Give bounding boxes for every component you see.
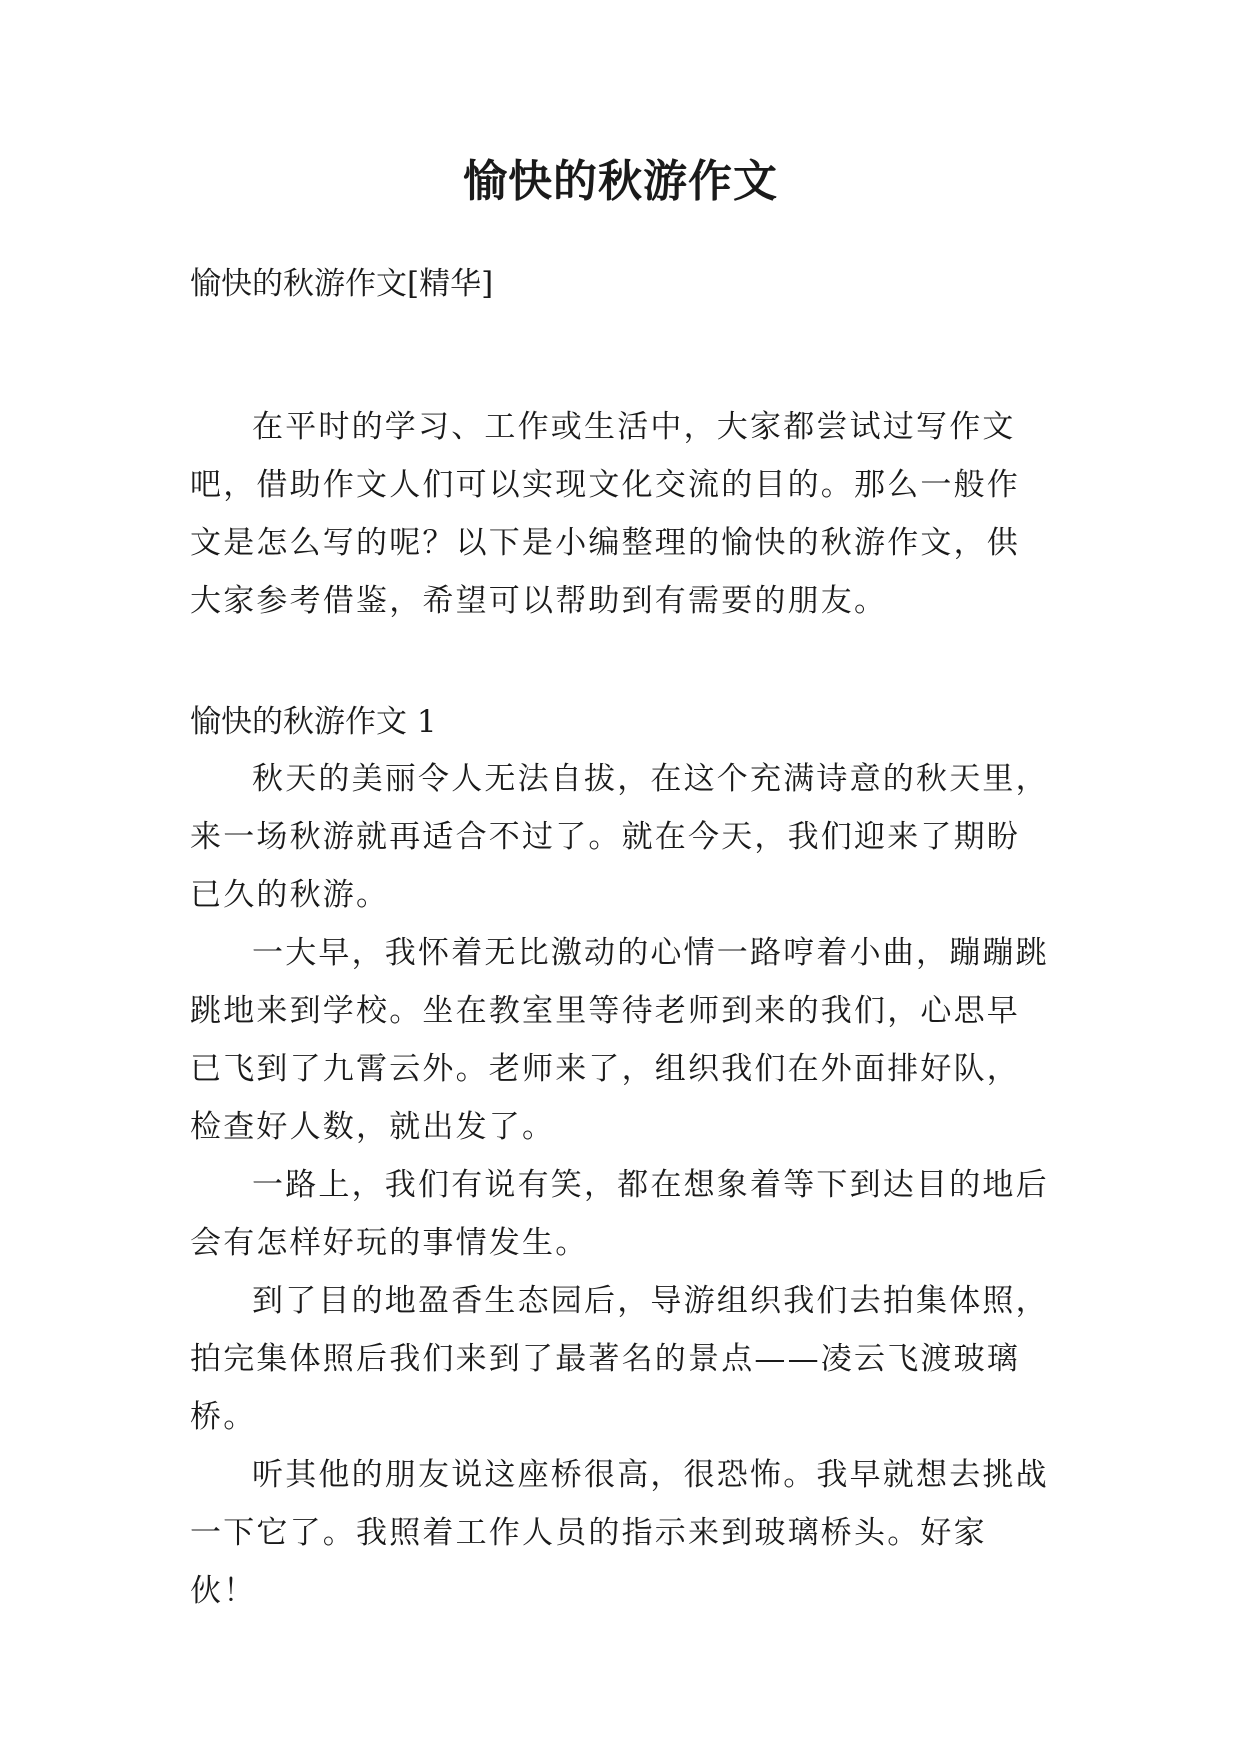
essay-body	[190, 750, 1050, 1620]
essay-paragraph: 到了目的地盈香生态园后，导游组织我们去拍集体照，拍完集体照后我们来到了最著名的景点——凌云飞渡玻璃桥。	[190, 1283, 1049, 1435]
essay-paragraph: 一路上，我们有说有笑，都在想象着等下到达目的地后会有怎样好玩的事情发生。	[190, 1167, 1049, 1261]
document-title: 愉快的秋游作文	[463, 156, 778, 207]
essay-paragraph: 听其他的朋友说这座桥很高，很恐怖。我早就想去挑战一下它了。我照着工作人员的指示来到玻璃桥头。好家伙！	[190, 1457, 1049, 1609]
essay-paragraph: 一大早，我怀着无比激动的心情一路哼着小曲，蹦蹦跳跳地来到学校。坐在教室里等待老师到来的我们，心思早已飞到了九霄云外。老师来了，组织我们在外面排好队，检查好人数，就出发了。	[190, 935, 1049, 1145]
intro-block	[190, 398, 1050, 630]
intro-paragraph: 在平时的学习、工作或生活中，大家都尝试过写作文吧，借助作文人们可以实现文化交流的目的。那么一般作文是怎么写的呢？以下是小编整理的愉快的秋游作文，供大家参考借鉴，希望可以帮助到有需要的朋友。	[190, 409, 1020, 619]
essay-paragraph: 秋天的美丽令人无法自拔，在这个充满诗意的秋天里，来一场秋游就再适合不过了。就在今天，我们迎来了期盼已久的秋游。	[190, 761, 1049, 913]
document-subtitle: 愉快的秋游作文[精华]	[190, 266, 494, 302]
section-heading: 愉快的秋游作文 1	[190, 704, 437, 740]
